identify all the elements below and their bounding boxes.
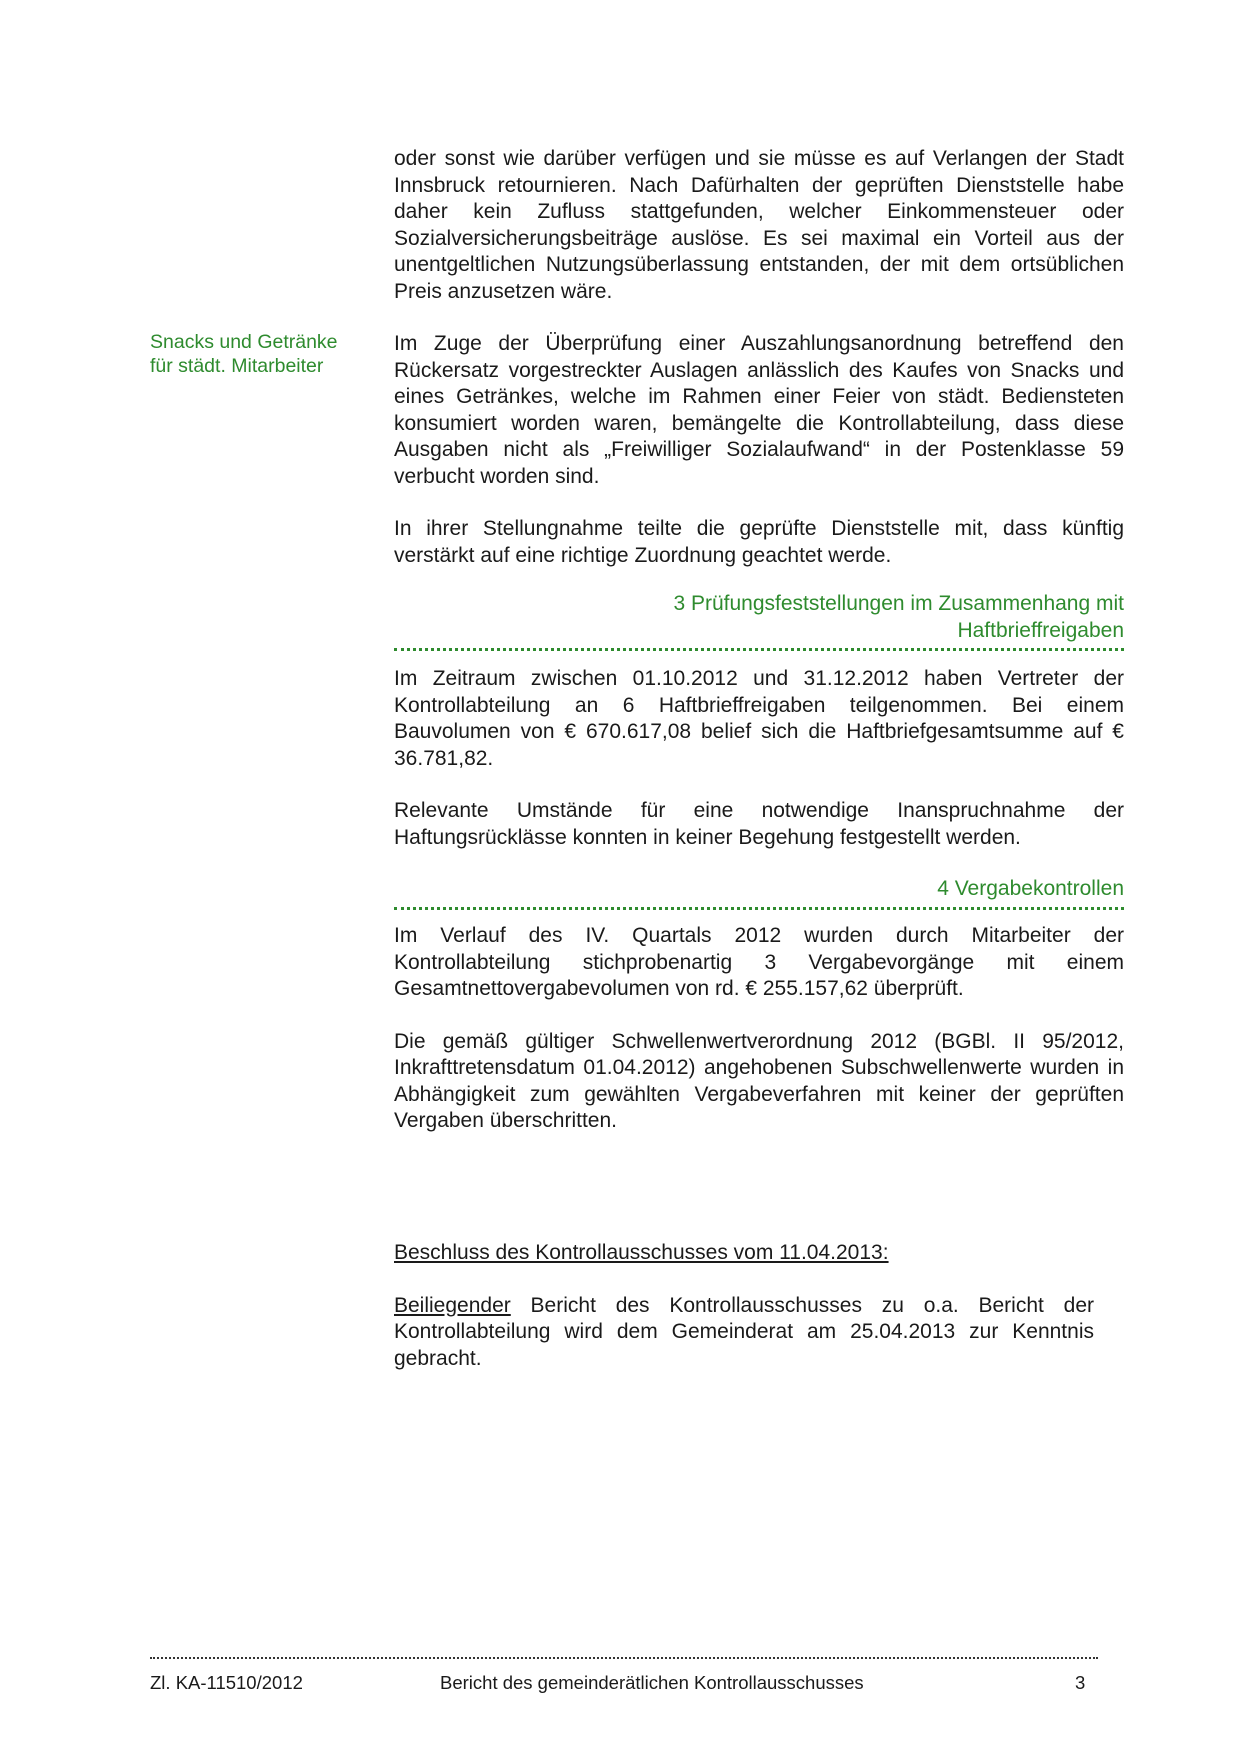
- footer-title: Bericht des gemeinderätlichen Kontrollausschusses: [440, 1672, 864, 1693]
- section-3-paragraph-1: Im Zeitraum zwischen 01.10.2012 und 31.12.2012 haben Vertreter der Kontrollabteilung an 6 Haftbrieffreigaben teilgenommen. Bei einem Bauvolumen von € 670.617,08 belief sich die Haftbriefgesamtsumme auf € 36.781,82.: [394, 667, 1124, 770]
- snacks-section: [394, 331, 1124, 569]
- footer-divider: [150, 1657, 1098, 1659]
- footer-page-number: 3: [1075, 1672, 1086, 1693]
- resolution-text: [394, 1293, 1094, 1373]
- section-3-paragraph-2: Relevante Umstände für eine notwendige Inanspruchnahme der Haftungsrücklässe konnten in keiner Begehung festgestellt werden.: [394, 799, 1124, 849]
- section-4-divider: [394, 907, 1124, 910]
- section-4-heading: 4 Vergabekontrollen: [937, 877, 1124, 900]
- section-4-paragraph-2: Die gemäß gültiger Schwellenwertverordnung 2012 (BGBl. II 95/2012, Inkrafttretensdatum 01.04.2012) angehobenen Subschwellenwerte wurden in Abhängigkeit zum gewählten Vergabeverfahren mit keiner der geprüften Vergaben überschritten.: [394, 1029, 1124, 1132]
- section-3-divider: [394, 648, 1124, 651]
- snacks-paragraph-2: In ihrer Stellungnahme teilte die geprüfte Dienststelle mit, dass künftig verstärkt auf eine richtige Zuordnung geachtet werde.: [394, 517, 1124, 567]
- resolution-block: [394, 1240, 1124, 1372]
- section-3-heading-block: [394, 591, 1124, 651]
- margin-note-line-1: Snacks und Getränke: [150, 331, 338, 353]
- section-3-heading-line-1: 3 Prüfungsfeststellungen im Zusammenhang mit: [673, 592, 1124, 615]
- section-3-heading-line-2: Haftbrieffreigaben: [957, 618, 1124, 642]
- resolution-title: Beschluss des Kontrollausschusses vom 11.04.2013:: [394, 1241, 889, 1264]
- section-4-body: [394, 923, 1124, 1135]
- section-4-heading-block: [394, 876, 1124, 910]
- resolution-underlined-word: Beiliegender: [394, 1293, 511, 1317]
- intro-block: [394, 146, 1124, 305]
- margin-note-line-2: für städt. Mitarbeiter: [150, 355, 324, 377]
- margin-note-snacks: [150, 330, 370, 378]
- footer-reference: Zl. KA-11510/2012: [150, 1672, 303, 1693]
- section-4-paragraph-1: Im Verlauf des IV. Quartals 2012 wurden durch Mitarbeiter der Kontrollabteilung stichprobenartig 3 Vergabevorgänge mit einem Gesamtnettovergabevolumen von rd. € 255.157,62 überprüft.: [394, 924, 1124, 1000]
- resolution-body: Bericht des Kontrollausschusses zu o.a. Bericht der Kontrollabteilung wird dem Gemeinderat am 25.04.2013 zur Kenntnis gebracht.: [394, 1293, 1094, 1370]
- intro-paragraph: oder sonst wie darüber verfügen und sie müsse es auf Verlangen der Stadt Innsbruck retournieren. Nach Dafürhalten der geprüften Dienststelle habe daher kein Zufluss stattgefunden, welcher Einkommensteuer oder Sozialversicherungsbeiträge auslöse. Es sei maximal ein Vorteil aus der unentgeltlichen Nutzungsüberlassung entstanden, der mit dem ortsüblichen Preis anzusetzen wäre.: [394, 147, 1124, 303]
- snacks-paragraph-1: Im Zuge der Überprüfung einer Auszahlungsanordnung betreffend den Rückersatz vorgestreckter Auslagen anlässlich des Kaufes von Snacks und eines Getränkes, welche im Rahmen einer Feier von städt. Bediensteten konsumiert worden waren, bemängelte die Kontrollabteilung, dass diese Ausgaben nicht als „Freiwilliger Sozialaufwand“ in der Postenklasse 59 verbucht worden sind.: [394, 332, 1124, 488]
- section-3-body: [394, 666, 1124, 851]
